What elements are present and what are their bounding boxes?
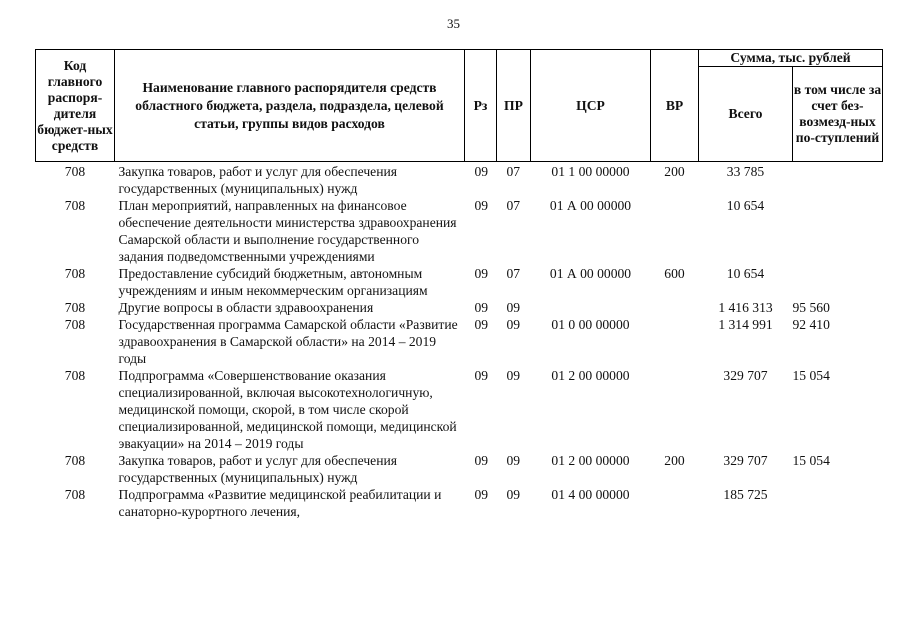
cell-vr (651, 197, 699, 265)
cell-code: 708 (64, 368, 86, 383)
cell-rz: 09 (474, 317, 489, 332)
cell-name: План мероприятий, направленных на финансовое обеспечение деятельности министерства здравоохранения Самарской области и выполнение государственного задания подведомственными учреждениями (118, 198, 457, 264)
cell-incl (793, 265, 883, 299)
cell-csr: 01 2 00 00000 (551, 453, 630, 468)
cell-incl: 95 560 (792, 300, 830, 315)
budget-table (35, 49, 883, 520)
cell-rz: 09 (474, 487, 489, 502)
cell-code: 708 (64, 300, 86, 315)
cell-name: Подпрограмма «Развитие медицинской реабилитации и санаторно-курортного лечения, (118, 487, 442, 519)
cell-vr: 200 (664, 164, 685, 179)
cell-pr: 07 (506, 266, 521, 281)
cell-incl (793, 197, 883, 265)
table-row (36, 452, 883, 486)
cell-total: 329 707 (723, 453, 768, 468)
table-body (36, 162, 883, 521)
cell-name: Закупка товаров, работ и услуг для обеспечения государственных (муниципальных) нужд (118, 164, 397, 196)
cell-csr: 01 2 00 00000 (551, 368, 630, 383)
cell-total: 1 314 991 (718, 317, 773, 332)
header-incl: в том числе за счет без-возмезд-ных по-ступлений (793, 67, 883, 162)
cell-rz: 09 (474, 300, 489, 315)
header-vr: ВР (651, 50, 699, 162)
cell-incl: 92 410 (792, 317, 830, 332)
cell-pr: 09 (506, 317, 521, 332)
cell-rz: 09 (474, 266, 489, 281)
cell-rz: 09 (474, 368, 489, 383)
cell-rz: 09 (474, 453, 489, 468)
table-header (36, 50, 883, 162)
cell-incl (793, 486, 883, 520)
cell-vr (651, 316, 699, 367)
cell-pr: 09 (506, 487, 521, 502)
table-row (36, 299, 883, 316)
cell-pr: 09 (506, 368, 521, 383)
header-total: Всего (699, 67, 793, 162)
table-row (36, 486, 883, 520)
cell-incl (793, 162, 883, 198)
cell-code: 708 (64, 266, 86, 281)
cell-rz: 09 (474, 164, 489, 179)
header-csr: ЦСР (531, 50, 651, 162)
header-name: Наименование главного распорядителя средств областного бюджета, раздела, подраздела, целевой статьи, группы видов расходов (115, 50, 465, 162)
cell-name: Другие вопросы в области здравоохранения (118, 300, 374, 315)
cell-incl: 15 054 (792, 368, 830, 383)
header-code: Код главного распоря-дителя бюджет-ных средств (36, 50, 115, 162)
cell-vr: 600 (664, 266, 685, 281)
table-row (36, 162, 883, 198)
page-number: 35 (447, 16, 460, 31)
cell-total: 10 654 (726, 266, 765, 281)
cell-code: 708 (64, 164, 86, 179)
cell-csr: 01 0 00 00000 (551, 317, 630, 332)
cell-total: 329 707 (723, 368, 768, 383)
cell-rz: 09 (474, 198, 489, 213)
header-pr: ПР (497, 50, 531, 162)
table-row (36, 316, 883, 367)
table-row (36, 197, 883, 265)
cell-csr: 01 А 00 00000 (549, 266, 632, 281)
cell-pr: 09 (506, 300, 521, 315)
cell-name: Закупка товаров, работ и услуг для обеспечения государственных (муниципальных) нужд (118, 453, 397, 485)
cell-name: Предоставление субсидий бюджетным, автономным учреждениям и иным некоммерческим организациям (118, 266, 428, 298)
header-sum: Сумма, тыс. рублей (699, 50, 883, 67)
cell-vr (651, 367, 699, 452)
cell-total: 10 654 (726, 198, 765, 213)
cell-csr: 01 А 00 00000 (549, 198, 632, 213)
cell-vr (651, 299, 699, 316)
cell-pr: 07 (506, 164, 521, 179)
cell-pr: 09 (506, 453, 521, 468)
cell-csr: 01 4 00 00000 (551, 487, 630, 502)
header-rz: Рз (465, 50, 497, 162)
cell-csr (531, 299, 651, 316)
cell-code: 708 (64, 487, 86, 502)
table-row (36, 265, 883, 299)
cell-total: 33 785 (726, 164, 765, 179)
cell-total: 1 416 313 (718, 300, 773, 315)
cell-name: Государственная программа Самарской области «Развитие здравоохранения в Самарской области» на 2014 – 2019 годы (118, 317, 458, 366)
cell-name: Подпрограмма «Совершенствование оказания специализированной, включая высокотехнологичную, медицинской помощи, скорой, в том числе скорой специализированной, медицинской помощи, медицинской эвакуации» на 2014 – 2019 годы (118, 368, 457, 451)
cell-code: 708 (64, 198, 86, 213)
cell-vr (651, 486, 699, 520)
cell-vr: 200 (664, 453, 685, 468)
cell-incl: 15 054 (792, 453, 830, 468)
cell-total: 185 725 (723, 487, 768, 502)
cell-csr: 01 1 00 00000 (551, 164, 630, 179)
cell-code: 708 (64, 453, 86, 468)
cell-pr: 07 (506, 198, 521, 213)
cell-code: 708 (64, 317, 86, 332)
table-row (36, 367, 883, 452)
